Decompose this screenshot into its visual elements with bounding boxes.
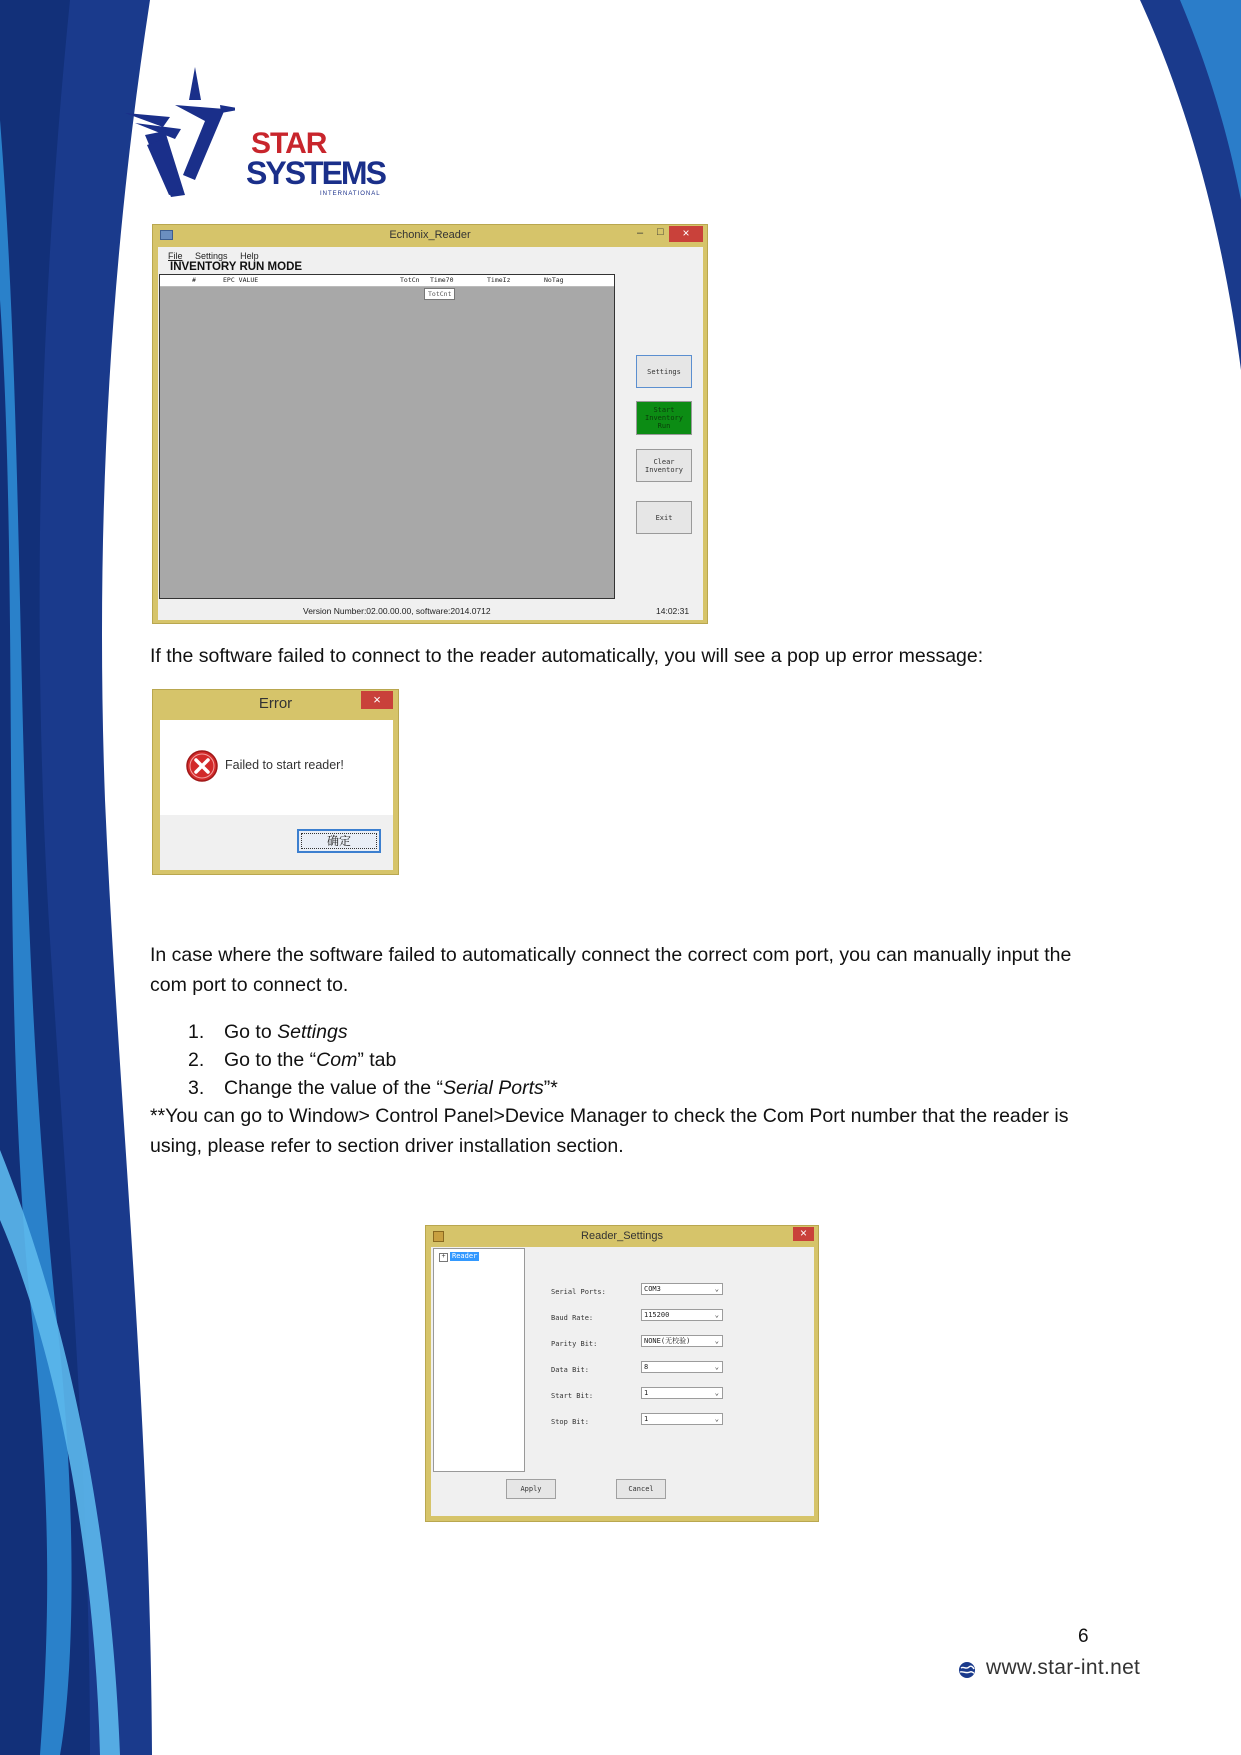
- list-number: 2.: [188, 1049, 205, 1071]
- page-number: 6: [1078, 1626, 1089, 1647]
- cancel-button[interactable]: Cancel: [616, 1479, 666, 1499]
- chevron-down-icon: ⌄: [714, 1285, 719, 1293]
- reader-settings-window: [425, 1225, 819, 1522]
- field-label: Data Bit:: [551, 1366, 589, 1374]
- tree-expand-icon[interactable]: +: [439, 1253, 448, 1262]
- column-header[interactable]: Time70: [430, 276, 454, 284]
- error-message: Failed to start reader!: [225, 758, 344, 772]
- list-header: [160, 275, 614, 287]
- error-dialog: [152, 689, 399, 875]
- list-item: [188, 1075, 558, 1101]
- field-label: Serial Ports:: [551, 1288, 606, 1296]
- column-header[interactable]: #: [192, 276, 196, 284]
- field-label: Parity Bit:: [551, 1340, 598, 1348]
- menu-bar: [168, 251, 259, 261]
- start-inventory-button[interactable]: Start Inventory Run: [636, 401, 692, 435]
- chevron-down-icon: ⌄: [714, 1311, 719, 1319]
- data-bit-select[interactable]: [641, 1361, 723, 1373]
- menu-help[interactable]: Help: [240, 251, 259, 261]
- select-value: NONE(无校验): [644, 1337, 691, 1345]
- exit-button[interactable]: Exit: [636, 501, 692, 534]
- clear-inventory-button[interactable]: Clear Inventory: [636, 449, 692, 482]
- settings-close-button[interactable]: ×: [793, 1227, 814, 1241]
- field-label: Stop Bit:: [551, 1418, 589, 1426]
- website-url[interactable]: www.star-int.net: [986, 1656, 1141, 1679]
- column-header[interactable]: NoTag: [544, 276, 564, 284]
- menu-file[interactable]: File: [168, 251, 183, 261]
- tree-node-reader[interactable]: Reader: [452, 1252, 478, 1260]
- step-text-after: ” tab: [357, 1049, 397, 1071]
- close-button[interactable]: ×: [669, 226, 703, 242]
- step-emphasis: Serial Ports: [443, 1077, 544, 1099]
- note-paragraph: **You can go to Window> Control Panel>Device Manager to check the Com Port number that the reader is using, please refer to section driver installation section.: [150, 1105, 1069, 1157]
- step-text-after: ”*: [543, 1077, 558, 1099]
- mode-label: INVENTORY RUN MODE: [170, 261, 303, 273]
- error-close-button[interactable]: ×: [361, 691, 393, 709]
- stop-bit-select[interactable]: [641, 1413, 723, 1425]
- logo-text-international: INTERNATIONAL: [320, 191, 381, 197]
- start-bit-select[interactable]: [641, 1387, 723, 1399]
- error-dialog-title: Error: [258, 695, 293, 712]
- chevron-down-icon: ⌄: [714, 1363, 719, 1371]
- status-time: 14:02:31: [656, 606, 690, 616]
- error-ok-button[interactable]: 确定: [297, 829, 381, 853]
- select-value: 8: [644, 1363, 649, 1371]
- apply-button[interactable]: Apply: [506, 1479, 556, 1499]
- chevron-down-icon: ⌄: [714, 1337, 719, 1345]
- serial-ports-select[interactable]: [641, 1283, 723, 1295]
- inventory-list[interactable]: [159, 274, 615, 599]
- paragraph-error-intro: If the software failed to connect to the reader automatically, you will see a pop up error message:: [150, 645, 984, 667]
- column-header[interactable]: TotCn: [400, 276, 420, 284]
- status-version: Version Number:02.00.00.00, software:2014.0712: [303, 606, 491, 616]
- menu-settings[interactable]: Settings: [195, 251, 228, 261]
- column-tooltip: TotCnt: [424, 288, 455, 300]
- company-logo: [125, 65, 385, 205]
- settings-app-icon: [433, 1231, 444, 1242]
- settings-button[interactable]: Settings: [636, 355, 692, 388]
- parity-bit-select[interactable]: [641, 1335, 723, 1347]
- column-header[interactable]: TimeIz: [487, 276, 511, 284]
- logo-text-systems: SYSTEMS: [246, 155, 385, 191]
- window-title: Echonix_Reader: [389, 229, 471, 241]
- step-text: Go to the “: [224, 1049, 317, 1071]
- step-emphasis: Settings: [277, 1021, 348, 1043]
- chevron-down-icon: ⌄: [714, 1415, 719, 1423]
- select-value: 1: [644, 1415, 649, 1423]
- chevron-down-icon: ⌄: [714, 1389, 719, 1397]
- list-number: 3.: [188, 1077, 205, 1099]
- select-value: 1: [644, 1389, 649, 1397]
- list-number: 1.: [188, 1021, 205, 1043]
- globe-icon: [958, 1661, 976, 1679]
- error-icon: [185, 749, 219, 783]
- window-body: [158, 247, 703, 620]
- select-value: COM3: [644, 1285, 661, 1293]
- star-logo-icon: [125, 65, 235, 205]
- field-label: Start Bit:: [551, 1392, 594, 1400]
- settings-tree[interactable]: [433, 1248, 525, 1472]
- maximize-button[interactable]: □: [657, 226, 664, 238]
- settings-window-title: Reader_Settings: [581, 1230, 663, 1242]
- field-label: Baud Rate:: [551, 1314, 594, 1322]
- list-item: [188, 1047, 396, 1073]
- error-dialog-body: [160, 720, 393, 870]
- baud-rate-select[interactable]: [641, 1309, 723, 1321]
- status-bar: [158, 603, 703, 619]
- step-text: Go to: [224, 1021, 278, 1043]
- minimize-button[interactable]: –: [637, 227, 644, 239]
- list-item: [188, 1019, 348, 1045]
- step-text: Change the value of the “: [224, 1077, 443, 1099]
- step-emphasis: Com: [316, 1049, 358, 1071]
- column-header[interactable]: EPC VALUE: [223, 276, 259, 284]
- select-value: 115200: [644, 1311, 670, 1319]
- paragraph-com-port: In case where the software failed to automatically connect the correct com port, you can manually input the com port to connect to.: [150, 944, 1072, 996]
- app-icon: [160, 230, 173, 240]
- echonix-reader-window: [152, 224, 708, 624]
- logo-text-star: STAR: [251, 127, 327, 160]
- settings-window-body: [431, 1247, 814, 1516]
